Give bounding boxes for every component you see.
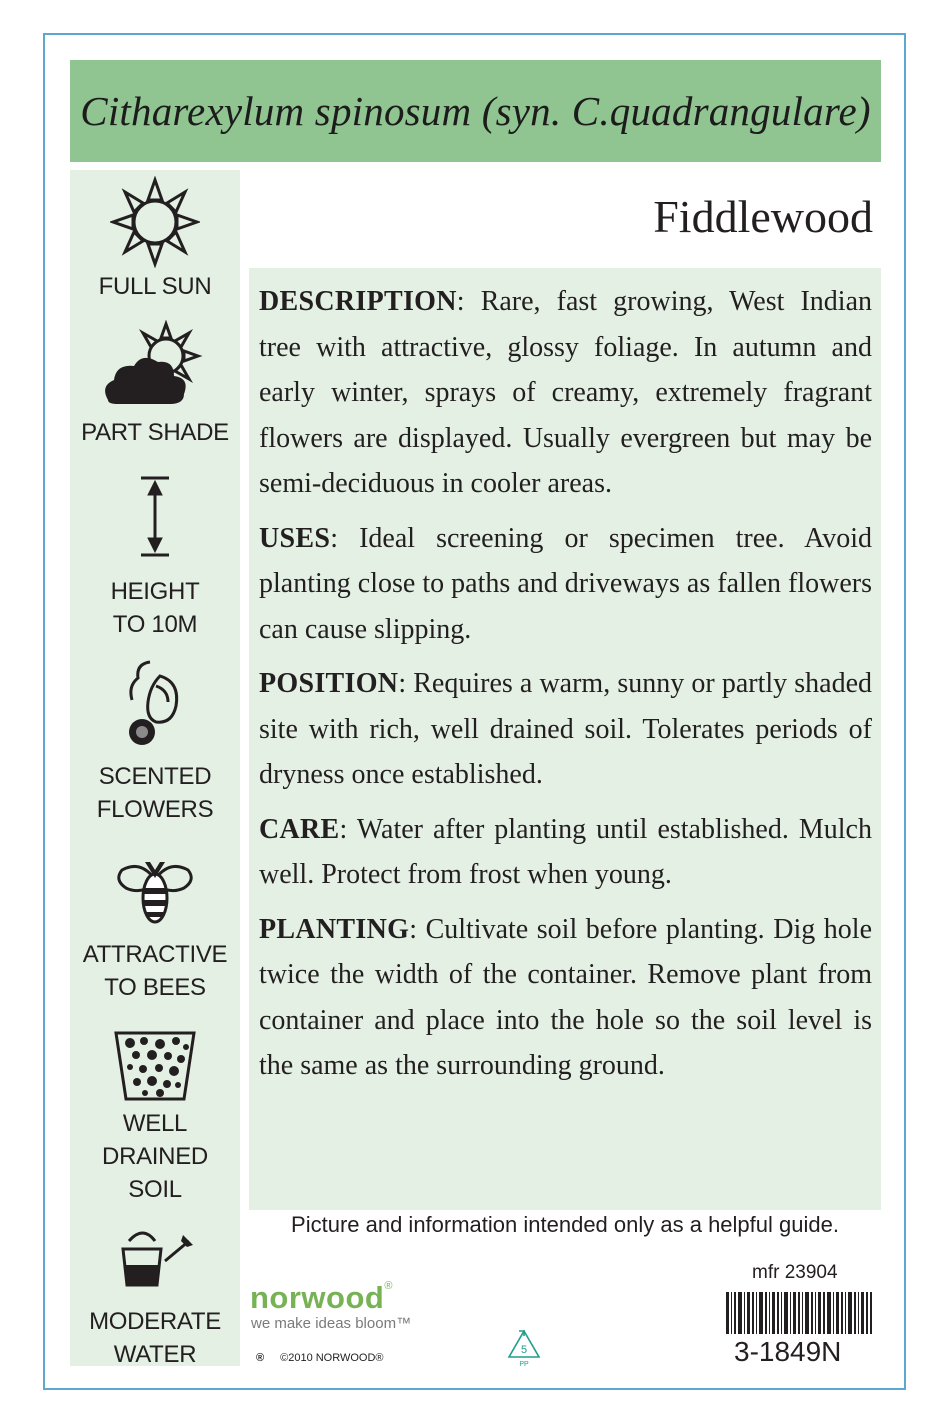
section-text: Water after planting until established. Mulch well. Protect from frost when young. — [259, 813, 872, 890]
section-position: POSITION: Requires a warm, sunny or partly shaded site with rich, well drained soil. Tolerates periods of dryness once established. — [259, 668, 873, 790]
sidebar-item-label: SCENTED FLOWERS — [96, 763, 214, 823]
sidebar-item-label: PART SHADE — [81, 419, 229, 446]
section-planting: PLANTING: Cultivate soil before planting. Dig hole twice the width of the container. Remove plant from container and place into the hole so the soil level is the same as the surrounding ground. — [259, 913, 872, 1081]
mfr-code: mfr 23904 — [752, 1262, 838, 1283]
recycle-icon — [505, 1328, 543, 1368]
sidebar-item-label: FULL SUN — [98, 273, 212, 300]
brand-registered-mark: ® — [384, 1280, 393, 1292]
sidebar-item-label: HEIGHT TO 10M — [110, 578, 200, 638]
section-text: Rare, fast growing, West Indian tree with attractive, glossy foliage. In autumn and early winter, sprays of creamy, extremely fragrant flowers are displayed. Usually evergreen but may be semi-deciduous in cooler areas. — [259, 286, 873, 499]
section-text: Requires a warm, sunny or partly shaded site with rich, well drained soil. Tolerates periods of dryness once established. — [259, 668, 873, 790]
brand-name: norwood — [250, 1280, 385, 1315]
sidebar-item-height — [70, 475, 240, 641]
sidebar-item-label: MODERATE WATER — [89, 1308, 221, 1368]
sidebar-item-water — [70, 1227, 240, 1371]
section-text: Cultivate soil before planting. Dig hole twice the width of the container. Remove plant from container and place into the hole so the soil level is the same as the surrounding ground. — [259, 913, 872, 1081]
drained-soil-icon — [70, 1027, 240, 1103]
sidebar-item-label: ATTRACTIVE TO BEES — [82, 941, 228, 1001]
brand-logo — [250, 1280, 393, 1316]
sidebar-item-scented-flowers — [70, 656, 240, 826]
sidebar-item-part-shade — [70, 320, 240, 449]
section-heading: USES — [259, 522, 331, 554]
disclaimer: Picture and information intended only as a helpful guide. — [291, 1212, 839, 1237]
section-text: Ideal screening or specimen tree. Avoid planting close to paths and driveways as fallen flowers can cause slipping. — [259, 522, 873, 645]
latin-name: Citharexylum spinosum (syn. C.quadrangulare) — [80, 88, 871, 134]
section-heading: CARE — [259, 813, 340, 845]
care-icons-sidebar — [70, 170, 240, 1366]
recycle-text: PP — [519, 1361, 529, 1368]
copyright-mark: ® — [256, 1352, 265, 1364]
sun-icon — [70, 176, 240, 268]
common-name: Fiddlewood — [653, 191, 873, 242]
part-shade-icon — [70, 320, 240, 412]
sidebar-item-label: WELL DRAINED SOIL — [102, 1110, 208, 1203]
section-heading: PLANTING — [259, 913, 410, 945]
barcode — [726, 1292, 872, 1334]
info-content — [259, 279, 872, 1098]
sidebar-item-bees — [70, 858, 240, 1004]
recycle-code: 5 — [520, 1344, 528, 1356]
height-icon — [70, 475, 240, 559]
watering-can-icon — [70, 1227, 240, 1291]
section-heading: DESCRIPTION — [259, 286, 457, 317]
sidebar-item-soil — [70, 1027, 240, 1206]
copyright-line — [256, 1352, 384, 1364]
section-heading: POSITION — [259, 668, 399, 699]
sidebar-item-full-sun — [70, 176, 240, 303]
barcode-number: 3-1849N — [734, 1336, 842, 1367]
scented-flower-icon — [70, 656, 240, 748]
brand-tagline: we make ideas bloom™ — [251, 1315, 412, 1332]
latin-name-bar — [70, 60, 881, 162]
section-description: DESCRIPTION: Rare, fast growing, West Indian tree with attractive, glossy foliage. In autumn and early winter, sprays of creamy, extremely fragrant flowers are displayed. Usually evergreen but may be semi-deciduous in cooler areas. — [259, 286, 873, 499]
section-care: CARE: Water after planting until established. Mulch well. Protect from frost when young. — [259, 813, 872, 890]
section-uses: USES: Ideal screening or specimen tree. Avoid planting close to paths and driveways as fallen flowers can cause slipping. — [259, 522, 873, 645]
bee-icon — [70, 858, 240, 928]
copyright-text: ©2010 NORWOOD® — [280, 1352, 384, 1364]
